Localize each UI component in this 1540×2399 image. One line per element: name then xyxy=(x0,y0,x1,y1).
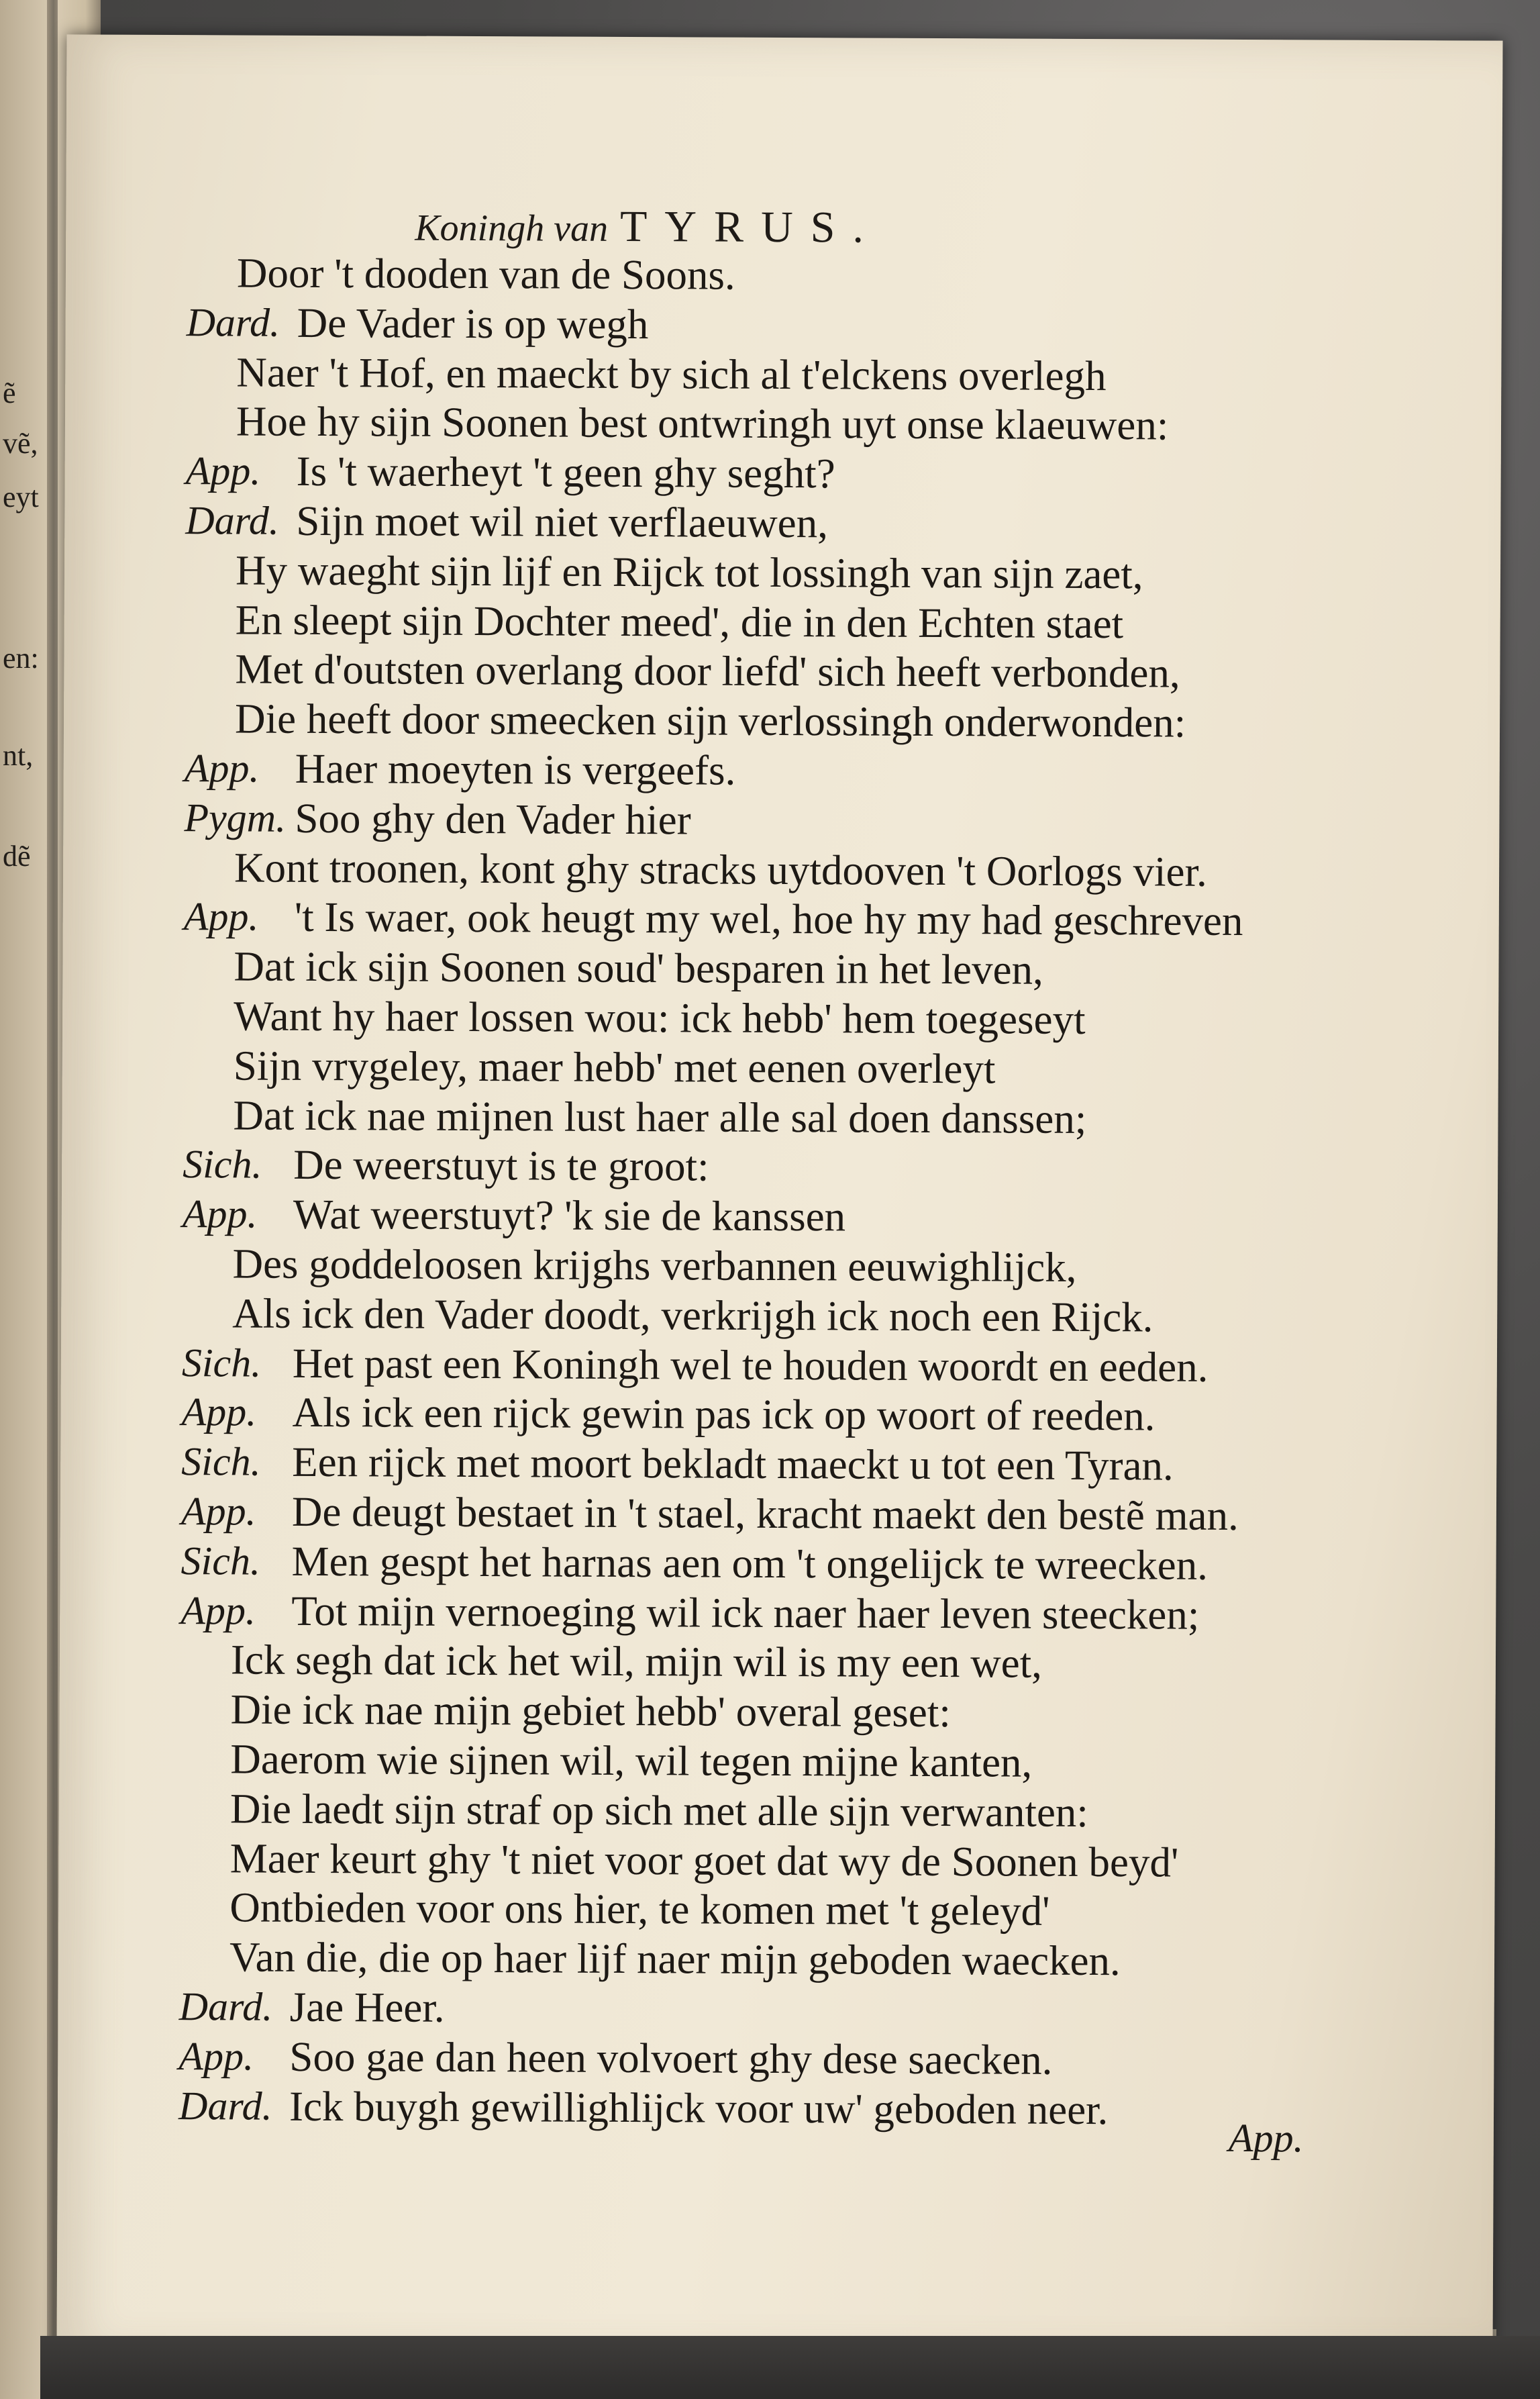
verse-line xyxy=(62,1140,1471,1194)
verse-text: Ick buygh gewillighlijck voor uw' geboden neer. xyxy=(289,2082,1109,2133)
speaker-label: Sich. xyxy=(181,1439,261,1484)
verse-text: De Vader is op wegh xyxy=(297,299,649,348)
verse-text: Men gespt het harnas aen om 't ongelijck te wreecken. xyxy=(291,1537,1209,1589)
verse-text: Het past een Koningh wel te houden woordt en eeden. xyxy=(292,1339,1209,1391)
verse-line xyxy=(64,545,1474,599)
running-head-caps: TYRUS. xyxy=(619,201,882,252)
verse-line xyxy=(58,1883,1468,1937)
verse-line xyxy=(65,347,1474,401)
speaker-label: App. xyxy=(181,1587,256,1633)
verse-line xyxy=(59,1685,1468,1739)
speaker-label: App. xyxy=(178,2033,254,2079)
book-page xyxy=(56,34,1502,2356)
verse-line xyxy=(58,1932,1468,1987)
verse-text: 't Is waer, ook heugt my wel, hoe hy my had geschreven xyxy=(294,893,1243,945)
speaker-label: Dard. xyxy=(186,299,280,345)
verse-text: Een rijck met moort bekladt maeckt u tot een Tyran. xyxy=(292,1438,1174,1489)
verse-text: Die laedt sijn straf op sich met alle sijn verwanten: xyxy=(229,1785,1089,1836)
verse-line xyxy=(62,991,1472,1045)
speaker-label: Pygm. xyxy=(184,795,287,840)
left-page-fragment: en: xyxy=(3,642,39,675)
verse-text: Soo ghy den Vader hier xyxy=(295,794,691,844)
verse-line xyxy=(59,1734,1468,1788)
verse-text: Ick segh dat ick het wil, mijn wil is my een wet, xyxy=(230,1636,1043,1687)
verse-text: Sijn moet wil niet verflaeuwen, xyxy=(296,497,829,547)
verse-text: Tot mijn vernoeging wil ick naer haer leven steecken; xyxy=(291,1587,1200,1638)
verse-text: Haer moeyten is vergeefs. xyxy=(295,744,736,794)
verse-text: Is 't waerheyt 't geen ghy seght? xyxy=(296,448,835,497)
verse-line xyxy=(61,1238,1470,1293)
verse-line xyxy=(60,1635,1469,1690)
verse-line xyxy=(64,743,1473,797)
verse-text: De weerstuyt is te groot: xyxy=(293,1141,709,1190)
verse-text: En sleept sijn Dochter meed', die in den Echten staet xyxy=(235,596,1124,647)
left-page-fragment: vẽ, xyxy=(3,427,38,460)
verse-text: Naer 't Hof, en maeckt by sich al t'elckens overlegh xyxy=(236,348,1107,399)
speaker-label: App. xyxy=(185,448,261,493)
verse-line xyxy=(60,1536,1469,1590)
verse-text: Dat ick nae mijnen lust haer alle sal doen danssen; xyxy=(233,1091,1087,1142)
left-page-gutter xyxy=(47,0,58,2399)
verse-line xyxy=(62,942,1472,996)
verse-line xyxy=(62,1040,1472,1095)
book-binding-shadow xyxy=(40,2336,1540,2399)
verse-text: Jae Heer. xyxy=(289,1983,445,2031)
verse-text: Als ick een rijck gewin pas ick op woort of reeden. xyxy=(292,1389,1156,1440)
running-head-italic: Koningh van xyxy=(415,207,609,250)
verse-line xyxy=(66,248,1475,302)
verse-text: Als ick den Vader doodt, verkrijgh ick noch een Rijck. xyxy=(232,1289,1153,1341)
verse-text: Die heeft door smeecken sijn verlossingh onderwonden: xyxy=(234,695,1186,746)
verse-line xyxy=(60,1486,1470,1540)
verse-line xyxy=(65,446,1474,501)
verse-text: Met d'outsten overlang door liefd' sich heeft verbonden, xyxy=(235,645,1180,697)
left-page-fragment: nt, xyxy=(3,739,34,772)
left-page-fragment: ẽ xyxy=(3,377,16,409)
speaker-label: Sich. xyxy=(181,1340,262,1385)
speaker-label: App. xyxy=(181,1489,256,1534)
verse-line xyxy=(63,842,1472,897)
verse-text: Door 't dooden van de Soons. xyxy=(236,249,735,299)
verse-text: Ontbieden voor ons hier, te komen met 't geleyd' xyxy=(229,1883,1050,1935)
verse-text: Hoe hy sijn Soonen best ontwringh uyt onse klaeuwen: xyxy=(236,397,1169,449)
speaker-label: Sich. xyxy=(181,1538,261,1583)
verse-text: Die ick nae mijn gebiet hebb' overal geset: xyxy=(230,1685,952,1736)
verse-text: Sijn vrygeley, maer hebb' met eenen overleyt xyxy=(233,1042,996,1093)
verse-line xyxy=(60,1387,1470,1442)
verse-line xyxy=(59,1783,1468,1838)
verse-text: Hy waeght sijn lijf en Rijck tot lossingh van sijn zaet, xyxy=(235,546,1143,598)
verse-text: Maer keurt ghy 't niet voor goet dat wy de Soonen beyd' xyxy=(229,1834,1179,1886)
verse-line xyxy=(63,793,1472,847)
verse-text: Soo gae dan heen volvoert ghy dese saecken. xyxy=(289,2033,1053,2084)
speaker-label: App. xyxy=(181,1389,257,1434)
verse-line xyxy=(66,297,1475,352)
verse-line xyxy=(62,1090,1471,1144)
verse-line xyxy=(59,1833,1468,1888)
verse-line xyxy=(62,1189,1471,1244)
verse-text: Want hy haer lossen wou: ick hebb' hem toegeseyt xyxy=(234,992,1086,1043)
speaker-label: App. xyxy=(183,894,259,939)
verse-line xyxy=(63,892,1472,946)
verse-text: Van die, die op haer lijf naer mijn geboden waecken. xyxy=(229,1933,1121,1985)
verse-line xyxy=(58,1981,1468,2036)
speaker-label: Dard. xyxy=(185,498,279,543)
verse-line xyxy=(61,1338,1470,1392)
speaker-label: Sich. xyxy=(183,1142,262,1187)
verse-line xyxy=(58,2031,1467,2086)
catchword: App. xyxy=(1228,2115,1304,2161)
verse-line xyxy=(64,595,1474,649)
speaker-label: App. xyxy=(182,1191,258,1236)
verse-text: Daerom wie sijnen wil, wil tegen mijne kanten, xyxy=(230,1735,1033,1786)
speaker-label: App. xyxy=(184,746,260,791)
left-page-fragment: eyt xyxy=(3,481,39,513)
verse-line xyxy=(60,1437,1470,1491)
left-page-fragment: dẽ xyxy=(3,840,31,873)
speaker-label: Dard. xyxy=(178,2083,272,2128)
verse-line xyxy=(64,644,1473,699)
verse-line xyxy=(61,1288,1470,1342)
verse-line xyxy=(64,694,1473,748)
verse-line xyxy=(60,1585,1469,1640)
verse-line xyxy=(64,495,1474,550)
running-head xyxy=(415,201,1086,254)
verse-text: Dat ick sijn Soonen soud' besparen in het leven, xyxy=(234,942,1043,993)
verse-text: Des goddeloosen krijghs verbannen eeuwighlijck, xyxy=(232,1240,1077,1291)
verse-text: De deugt bestaet in 't stael, kracht maekt den bestẽ man. xyxy=(291,1487,1239,1539)
verse-text: Kont troonen, kont ghy stracks uytdooven 't Oorlogs vier. xyxy=(234,844,1207,895)
verse-line xyxy=(65,397,1474,451)
verse-text: Wat weerstuyt? 'k sie de kanssen xyxy=(293,1191,846,1240)
speaker-label: Dard. xyxy=(178,1984,273,2029)
